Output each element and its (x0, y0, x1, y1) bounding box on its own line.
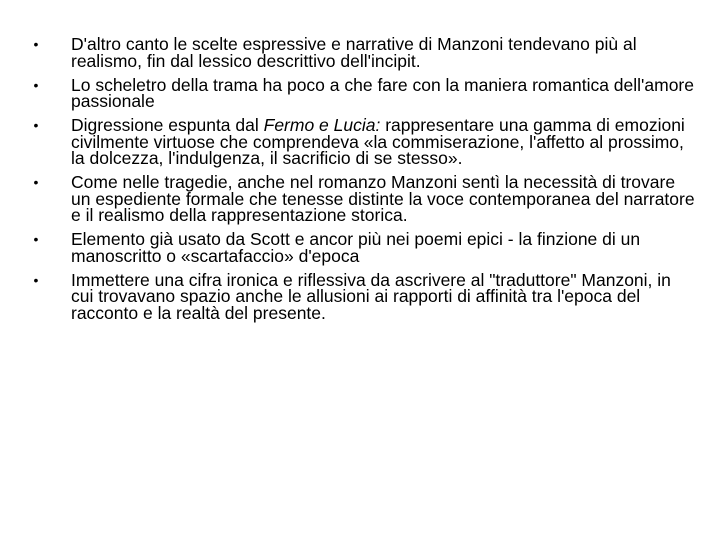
bullet-text: Lo scheletro della trama ha poco a che fare con la maniera romantica dell'amore passionale (71, 74, 694, 111)
bullet-icon: • (33, 271, 39, 288)
bullet-icon: • (33, 174, 39, 190)
bullet-item-3 (28, 117, 698, 167)
bullet-text: Immettere una cifra ironica e riflessiva da ascrivere al "traduttore" Manzoni, in cui trovavano spazio anche le allusioni ai rapporti di affinità tra l'epoca del racconto e la realtà del presente. (71, 269, 671, 323)
bullet-text-before: Digressione espunta dal (71, 115, 264, 135)
bullet-icon: • (33, 117, 39, 133)
bullet-icon: • (33, 231, 39, 247)
bullet-text: Elemento già usato da Scott e ancor più nei poemi epici - la finzione di un manoscritto o «scartafaccio» d'epoca (71, 229, 641, 266)
bullet-text: D'altro canto le scelte espressive e narrative di Manzoni tendevano più al realismo, fin dal lessico descrittivo dell'incipit. (71, 34, 637, 71)
bullet-item-1 (28, 36, 698, 69)
bullet-text-italic-title: Fermo e Lucia: (263, 115, 381, 135)
bullet-icon: • (33, 36, 39, 52)
bullet-item-2 (28, 74, 698, 111)
bullet-item-4 (28, 174, 698, 224)
bullet-item-5 (28, 231, 698, 264)
bullet-text-after: rappresentare una gamma di emozioni civilmente virtuose che comprendeva «la commiserazione, l'affetto al prossimo, la dolcezza, l'indulgenza, il sacrificio di se stesso». (71, 115, 685, 168)
bullet-item-6 (28, 269, 698, 323)
bullet-icon: • (33, 76, 39, 93)
bullet-text: Come nelle tragedie, anche nel romanzo Manzoni sentì la necessità di trovare un espediente formale che tenesse distinte la voce contemporanea del narratore e il realismo della rappresentazione storica. (71, 172, 695, 225)
bullet-list (28, 36, 698, 329)
